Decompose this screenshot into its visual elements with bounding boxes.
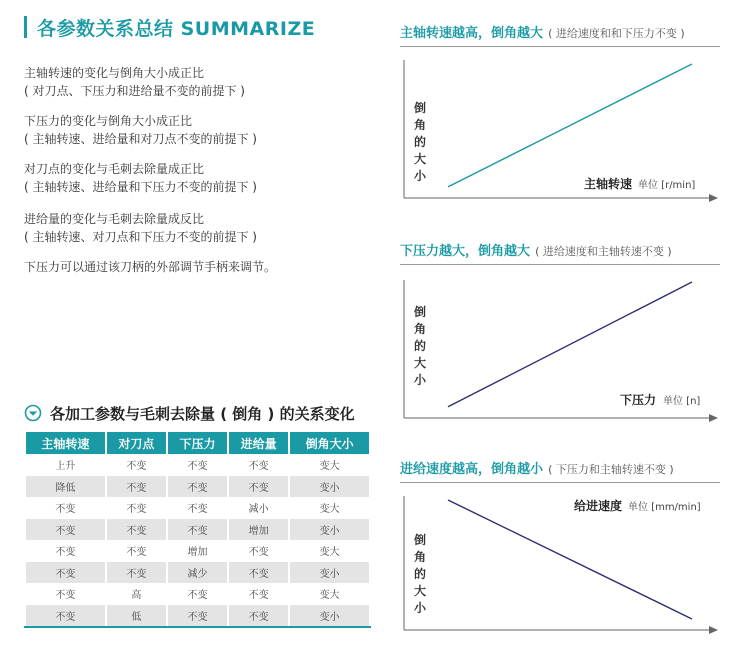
relation-statement: 主轴转速的变化与倒角大小成正比 — [24, 66, 205, 80]
relation-block-4 — [24, 210, 257, 246]
relation-condition: ( 主轴转速、对刀点和下压力不变的前提下 ) — [24, 230, 257, 244]
table-cell: 变大 — [319, 590, 340, 602]
table-row — [26, 519, 369, 541]
table-row — [26, 454, 369, 476]
column-header: 进给量 — [229, 432, 288, 454]
table-section-header — [24, 402, 355, 424]
table-cell: 高 — [131, 590, 142, 602]
chart-title-divider — [400, 264, 720, 265]
table-cell: 不变 — [229, 562, 288, 584]
y-axis-label: 倒角的大小 — [413, 305, 427, 387]
table-cell: 不变 — [55, 590, 76, 602]
x-axis-arrow-icon — [709, 414, 718, 422]
chart-title-main: 主轴转速越高，倒角越大 — [400, 26, 544, 41]
chart-title-divider — [400, 46, 720, 47]
table-cell: 不变 — [187, 590, 208, 602]
table-row — [26, 583, 369, 605]
table-cell: 不变 — [168, 519, 227, 541]
relation-statement: 进给量的变化与毛刺去除量成反比 — [24, 212, 205, 226]
table-cell: 不变 — [248, 590, 269, 602]
column-header: 主轴转速 — [26, 432, 105, 454]
table-cell: 减少 — [168, 562, 227, 584]
table-cell: 变大 — [319, 461, 340, 473]
table-cell: 不变 — [107, 562, 166, 584]
table-header-row — [26, 432, 369, 454]
chart-plot — [400, 488, 730, 658]
table-cell: 不变 — [168, 476, 227, 498]
chart-title-condition: ( 进给速度和和下压力不变 ) — [548, 27, 685, 40]
chart-title-divider — [400, 482, 720, 483]
y-axis-label: 倒角的大小 — [413, 533, 427, 615]
chart-title-main: 下压力越大，倒角越大 — [400, 244, 531, 259]
table-cell: 增加 — [229, 519, 288, 541]
table-cell: 变大 — [319, 547, 340, 559]
series-line — [448, 282, 692, 407]
adjustment-note: 下压力可以通过该刀柄的外部调节手柄来调节。 — [24, 260, 277, 274]
table-cell: 不变 — [126, 504, 147, 516]
relation-statement: 对刀点的变化与毛刺去除量成正比 — [24, 162, 205, 176]
table-cell: 不变 — [229, 476, 288, 498]
chart-feed-speed — [400, 458, 730, 658]
chart-plot — [400, 52, 730, 212]
table-cell: 不变 — [187, 504, 208, 516]
x-axis-unit: 单位 [r/min] — [638, 180, 696, 191]
chart-title-condition: ( 下压力和主轴转速不变 ) — [548, 463, 674, 476]
relation-condition: ( 主轴转速、进给量和下压力不变的前提下 ) — [24, 180, 257, 194]
table-section-title: 各加工参数与毛刺去除量 ( 倒角 ) 的关系变化 — [50, 404, 355, 423]
table-cell: 降低 — [26, 476, 105, 498]
parameter-table — [24, 432, 371, 628]
table-row — [26, 540, 369, 562]
x-axis-label: 下压力 — [619, 393, 656, 407]
x-axis-label: 给进速度 — [573, 499, 622, 513]
column-header: 下压力 — [168, 432, 227, 454]
chart-title-main: 进给速度越高，倒角越小 — [400, 462, 544, 477]
table-row — [26, 497, 369, 519]
table-cell: 不变 — [26, 562, 105, 584]
table-cell: 变小 — [290, 519, 369, 541]
chart-plot — [400, 270, 730, 430]
page-title: 各参数关系总结 SUMMARIZE — [37, 17, 316, 40]
chart-title — [400, 240, 672, 259]
x-axis-arrow-icon — [709, 626, 718, 634]
x-axis-unit: 单位 [n] — [663, 396, 701, 407]
table-cell: 低 — [107, 605, 166, 627]
table-cell: 不变 — [248, 461, 269, 473]
table-cell: 变小 — [290, 605, 369, 627]
table-cell: 不变 — [187, 461, 208, 473]
chevron-circle-down-icon — [24, 404, 42, 422]
relation-statement: 下压力的变化与倒角大小成正比 — [24, 114, 193, 128]
table-cell: 不变 — [107, 476, 166, 498]
relation-condition: ( 对刀点、下压力和进给量不变的前提下 ) — [24, 84, 245, 98]
table-cell: 不变 — [126, 547, 147, 559]
chart-title — [400, 22, 685, 41]
chart-spindle-speed — [400, 22, 730, 212]
table-cell: 不变 — [55, 504, 76, 516]
chart-title — [400, 458, 674, 477]
series-line — [448, 500, 692, 619]
column-header: 倒角大小 — [290, 432, 369, 454]
table-cell: 不变 — [107, 519, 166, 541]
table-cell: 上升 — [55, 461, 76, 473]
table-cell: 减小 — [248, 504, 269, 516]
table-cell: 变大 — [319, 504, 340, 516]
title-accent-bar — [24, 16, 27, 38]
chart-title-condition: ( 进给速度和主轴转速不变 ) — [535, 245, 672, 258]
table-cell: 不变 — [168, 605, 227, 627]
chart-down-force — [400, 240, 730, 430]
table-cell: 不变 — [26, 605, 105, 627]
column-header: 对刀点 — [107, 432, 166, 454]
page-header — [24, 14, 315, 40]
table-cell: 变小 — [290, 476, 369, 498]
x-axis-label: 主轴转速 — [583, 177, 632, 191]
x-axis-arrow-icon — [709, 194, 718, 202]
series-line — [448, 64, 692, 187]
table-cell: 不变 — [248, 547, 269, 559]
relation-block-1 — [24, 64, 245, 100]
table-cell: 不变 — [26, 519, 105, 541]
table-cell: 增加 — [187, 547, 208, 559]
relation-condition: ( 主轴转速、进给量和对刀点不变的前提下 ) — [24, 132, 257, 146]
y-axis-label: 倒角的大小 — [413, 101, 427, 183]
relation-block-2 — [24, 112, 257, 148]
table-cell: 不变 — [229, 605, 288, 627]
table-cell: 变小 — [290, 562, 369, 584]
table-row — [26, 605, 369, 627]
table-row — [26, 476, 369, 498]
relation-block-3 — [24, 160, 257, 196]
table-row — [26, 562, 369, 584]
x-axis-unit: 单位 [mm/min] — [628, 502, 701, 513]
table-cell: 不变 — [126, 461, 147, 473]
table-cell: 不变 — [55, 547, 76, 559]
